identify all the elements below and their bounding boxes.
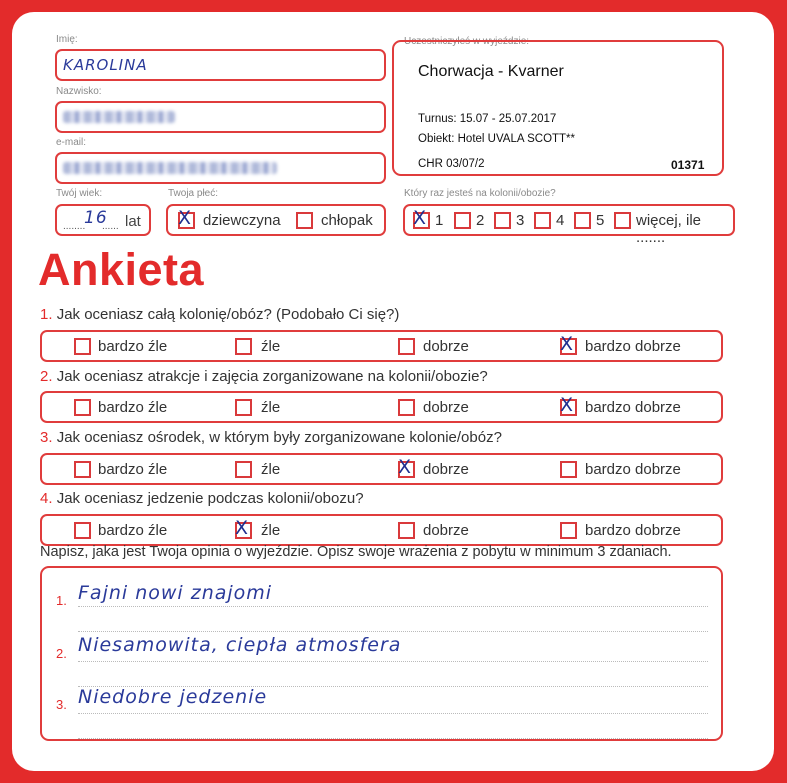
gender-option-male: chłopak [321,212,373,229]
name-field[interactable] [55,49,386,81]
answer-row-1 [40,330,723,362]
q1-option-very-good: bardzo dobrze [585,338,681,355]
q2-option-bad: źle [261,399,281,416]
times-option-4: 4 [556,212,565,229]
times-checkbox-more[interactable] [614,212,631,229]
age-dots-before: ........ [63,221,86,232]
q3-checkbox-very-good[interactable] [560,461,577,478]
opinion-line [78,631,708,632]
q4-option-good: dobrze [423,522,469,539]
times-option-2: 2 [476,212,485,229]
q1-checkbox-good[interactable] [398,338,415,355]
question-number: 3. [40,429,53,446]
times-checkbox-3[interactable] [494,212,511,229]
email-label: e-mail: [56,137,87,148]
q4-checkbox-bad[interactable] [235,517,252,539]
age-value: 16 [84,208,108,228]
times-option-more: więcej, ile ....... [636,212,702,246]
times-checkbox-4[interactable] [534,212,551,229]
survey-title: Ankieta [38,244,205,295]
check-x-icon: X [178,207,192,229]
question-text: Jak oceniasz atrakcje i zajęcia zorganizowane na kolonii/obozie? [56,368,488,385]
age-field[interactable] [55,204,151,236]
trip-obiekt: Obiekt: Hotel UVALA SCOTT** [418,133,576,145]
q3-checkbox-very-bad[interactable] [74,461,91,478]
check-x-icon: X [235,517,249,539]
q2-checkbox-very-good[interactable] [560,394,577,416]
q1-checkbox-bad[interactable] [235,338,252,355]
question-4 [40,490,364,507]
answer-row-4 [40,514,723,546]
trip-info-box [392,40,724,176]
opinion-line [78,713,708,714]
gender-checkbox-female[interactable] [178,207,195,229]
opinion-line [78,738,708,739]
question-text: Jak oceniasz jedzenie podczas kolonii/obozu? [56,490,364,507]
opinion-text-1: Fajni nowi znajomi [78,582,273,604]
gender-option-female: dziewczyna [203,212,281,229]
email-field[interactable] [55,152,386,184]
q1-option-very-bad: bardzo źle [98,338,168,355]
opinion-number-1: 1. [56,593,67,608]
question-2 [40,368,488,385]
q2-option-good: dobrze [423,399,469,416]
q3-checkbox-good[interactable] [398,456,415,478]
q2-checkbox-very-bad[interactable] [74,399,91,416]
q4-checkbox-very-bad[interactable] [74,522,91,539]
answer-row-2 [40,391,723,423]
opinion-prompt: Napisz, jaka jest Twoja opinia o wyjeździe. Opisz swoje wrażenia z pobytu w minimum 3 zdaniach. [40,544,672,560]
q3-option-very-bad: bardzo źle [98,461,168,478]
check-x-icon: X [560,333,574,355]
surname-label: Nazwisko: [56,86,102,97]
times-checkbox-2[interactable] [454,212,471,229]
check-x-icon: X [413,207,427,229]
q4-option-bad: źle [261,522,281,539]
trip-code: CHR 03/07/2 [418,158,485,170]
q1-option-good: dobrze [423,338,469,355]
opinion-number-2: 2. [56,646,67,661]
times-checkbox-5[interactable] [574,212,591,229]
times-option-3: 3 [516,212,525,229]
opinion-line [78,606,708,607]
times-option-5: 5 [596,212,605,229]
question-number: 1. [40,306,53,323]
q2-checkbox-good[interactable] [398,399,415,416]
q4-option-very-good: bardzo dobrze [585,522,681,539]
trip-label: Uczestniczyłeś w wyjeździe: [404,36,530,47]
trip-number: 01371 [671,158,705,172]
name-label: Imię: [56,34,78,45]
q4-checkbox-good[interactable] [398,522,415,539]
question-3 [40,429,502,446]
redacted-surname [63,111,175,123]
redacted-email [63,162,277,174]
opinion-line [78,661,708,662]
q2-option-very-bad: bardzo źle [98,399,168,416]
check-x-icon: X [560,394,574,416]
opinion-text-3: Niedobre jedzenie [78,686,268,708]
times-option-1: 1 [435,212,444,229]
age-label: Twój wiek: [56,188,103,199]
q3-option-very-good: bardzo dobrze [585,461,681,478]
trip-turnus: Turnus: 15.07 - 25.07.2017 [418,113,557,125]
age-dots-after: ...... [102,221,119,232]
q1-checkbox-very-bad[interactable] [74,338,91,355]
times-label: Który raz jesteś na kolonii/obozie? [404,188,556,199]
question-text: Jak oceniasz całą kolonię/obóz? (Podobało Ci się?) [56,306,400,323]
times-checkbox-1[interactable] [413,207,430,229]
question-number: 4. [40,490,53,507]
gender-field [166,204,386,236]
gender-checkbox-male[interactable] [296,212,313,229]
opinion-number-3: 3. [56,697,67,712]
q2-option-very-good: bardzo dobrze [585,399,681,416]
gender-label: Twoja płeć: [168,188,219,199]
q1-option-bad: źle [261,338,281,355]
times-field [403,204,735,246]
question-number: 2. [40,368,53,385]
q4-option-very-bad: bardzo źle [98,522,168,539]
q2-checkbox-bad[interactable] [235,399,252,416]
check-x-icon: X [398,456,412,478]
question-1 [40,306,399,323]
q1-checkbox-very-good[interactable] [560,333,577,355]
trip-destination: Chorwacja - Kvarner [418,63,564,80]
opinion-text-2: Niesamowita, ciepła atmosfera [78,634,402,656]
answer-row-3 [40,453,723,485]
q3-option-good: dobrze [423,461,469,478]
age-unit: lat [125,213,141,230]
q3-checkbox-bad[interactable] [235,461,252,478]
surname-field[interactable] [55,101,386,133]
name-value: KAROLINA [63,56,148,74]
q3-option-bad: źle [261,461,281,478]
q4-checkbox-very-good[interactable] [560,522,577,539]
question-text: Jak oceniasz ośrodek, w którym były zorganizowane kolonie/obóz? [56,429,502,446]
